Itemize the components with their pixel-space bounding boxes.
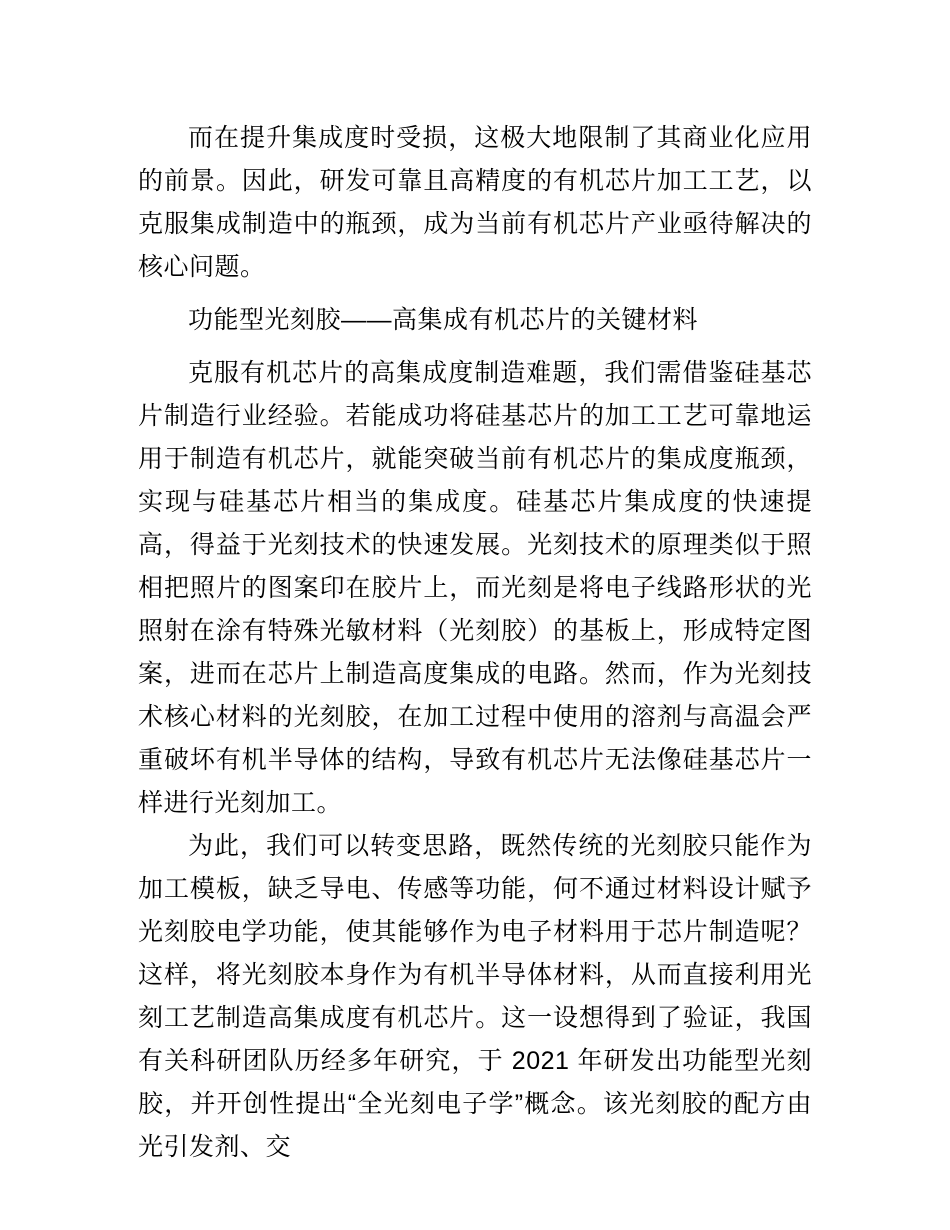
- section-heading: 功能型光刻胶——高集成有机芯片的关键材料: [188, 306, 699, 334]
- paragraph-photolithography: 克服有机芯片的高集成度制造难题，我们需借鉴硅基芯片制造行业经验。若能成功将硅基芯片的加工工艺可靠地运用于制造有机芯片，就能突破当前有机芯片的集成度瓶颈，实现与硅基芯片相当的集成度。硅基芯片集成度的快速提高，得益于光刻技术的快速发展。光刻技术的原理类似于照相把照片的图案印在胶片上，而光刻是将电子线路形状的光照射在涂有特殊光敏材料（光刻胶）的基板上，形成特定图案，进而在芯片上制造高度集成的电路。然而，作为光刻技术核心材料的光刻胶，在加工过程中使用的溶剂与高温会严重破坏有机半导体的结构，导致有机芯片无法像硅基芯片一样进行光刻加工。: [138, 359, 812, 817]
- paragraph-functional-photoresist: 为此，我们可以转变思路，既然传统的光刻胶只能作为加工模板，缺乏导电、传感等功能，何不通过材料设计赋予光刻胶电学功能，使其能够作为电子材料用于芯片制造呢？这样，将光刻胶本身作为有机半导体材料，从而直接利用光刻工艺制造高集成度有机芯片。这一设想得到了验证，我国有关科研团队历经多年研究，于 2021 年研发出功能型光刻胶，并开创性提出“全光刻电子学”概念。该光刻胶的配方由光引发剂、交: [138, 832, 812, 1161]
- paragraph-continuation: 而在提升集成度时受损，这极大地限制了其商业化应用的前景。因此，研发可靠且高精度的有机芯片加工工艺，以克服集成制造中的瓶颈，成为当前有机芯片产业亟待解决的核心问题。: [138, 124, 812, 281]
- document-text-block: [138, 117, 812, 1169]
